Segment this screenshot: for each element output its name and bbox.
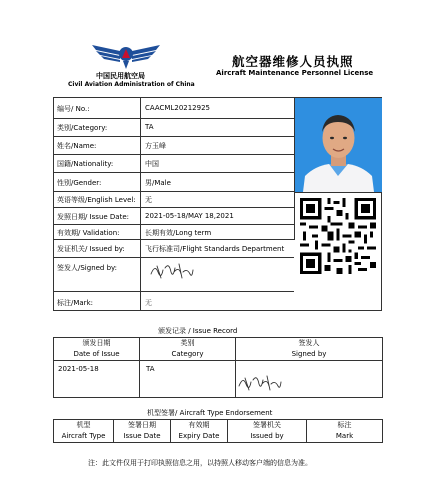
column-header: 类别	[140, 338, 236, 349]
mark-value: 无	[145, 299, 152, 307]
category-value: TA	[145, 123, 154, 131]
column-header: 标注	[307, 420, 383, 431]
signature-image	[149, 260, 195, 282]
field-label: 类别/Category:	[57, 124, 108, 132]
field-row-mark	[54, 292, 294, 312]
field-row-validation	[54, 225, 294, 240]
row-divider	[294, 192, 382, 193]
field-row-name	[54, 137, 294, 155]
field-label: 国籍/Nationality:	[57, 160, 114, 168]
field-label: 有效期/ Validation:	[57, 229, 120, 237]
table-header-row	[54, 338, 383, 349]
table-header-row	[54, 420, 383, 431]
license-title-en: Aircraft Maintenance Personnel License	[216, 69, 374, 77]
field-row-issued-by	[54, 240, 294, 258]
column-header: Category	[140, 349, 236, 361]
column-header: 颁发日期	[54, 338, 140, 349]
validation-value: 长期有效/Long term	[145, 229, 212, 237]
column-header: 签署日期	[114, 420, 171, 431]
column-header: 机型	[54, 420, 114, 431]
gender-value: 男/Male	[145, 179, 171, 187]
qr-code	[300, 198, 376, 274]
field-label: 性别/Gender:	[57, 179, 102, 187]
column-header: 签发人	[236, 338, 383, 349]
field-row-number	[54, 98, 294, 119]
table-row	[54, 361, 383, 398]
column-header: Date of Issue	[54, 349, 140, 361]
license-title-cn: 航空器维修人员执照	[232, 54, 354, 69]
issued-by-value: 飞行标准司/Flight Standards Department	[145, 245, 285, 253]
signature-image	[237, 372, 283, 394]
table-cell: TA	[140, 361, 236, 398]
name-value: 方玉峰	[145, 142, 166, 150]
footer-note: 注：此文件仅用于打印执照信息之用，以持照人移动客户端的信息为准。	[88, 459, 312, 467]
license-number-value: CAACML20212925	[145, 104, 210, 112]
endorsement-table	[53, 419, 383, 443]
field-row-issue-date	[54, 208, 294, 225]
authority-name-en: Civil Aviation Administration of China	[68, 81, 195, 88]
column-header: Issued by	[228, 431, 307, 443]
english-level-value: 无	[145, 196, 152, 204]
column-header: Aircraft Type	[54, 431, 114, 443]
field-label: 发照日期/ Issue Date:	[57, 213, 129, 221]
nationality-value: 中国	[145, 160, 159, 168]
column-divider	[140, 98, 141, 310]
field-label: 发证机关/ Issued by:	[57, 245, 125, 253]
field-label: 编号/ No.:	[57, 105, 90, 113]
column-header: Signed by	[236, 349, 383, 361]
endorsement-title: 机型签署/ Aircraft Type Endorsement	[147, 409, 273, 417]
table-header-row	[54, 431, 383, 443]
field-row-nationality	[54, 155, 294, 173]
field-row-category	[54, 119, 294, 137]
table-header-row	[54, 349, 383, 361]
column-header: Mark	[307, 431, 383, 443]
field-label: 标注/Mark:	[57, 299, 93, 307]
authority-name-cn: 中国民用航空局	[96, 72, 145, 80]
column-header: 签署机关	[228, 420, 307, 431]
column-header: 有效期	[171, 420, 228, 431]
column-header: Expiry Date	[171, 431, 228, 443]
field-label: 英语等级/English Level:	[57, 196, 136, 204]
field-label: 姓名/Name:	[57, 142, 97, 150]
field-label: 签发人/Signed by:	[57, 264, 118, 272]
holder-photo	[295, 98, 382, 192]
caac-logo-icon	[90, 41, 162, 71]
field-row-english-level	[54, 192, 294, 208]
field-row-gender	[54, 173, 294, 192]
issue-record-table	[53, 337, 383, 398]
license-info-table	[53, 97, 382, 311]
table-cell: 2021-05-18	[54, 361, 140, 398]
issue-date-value: 2021-05-18/MAY 18,2021	[145, 212, 234, 220]
column-header: Issue Date	[114, 431, 171, 443]
issue-record-title: 颁发记录 / Issue Record	[158, 327, 238, 335]
